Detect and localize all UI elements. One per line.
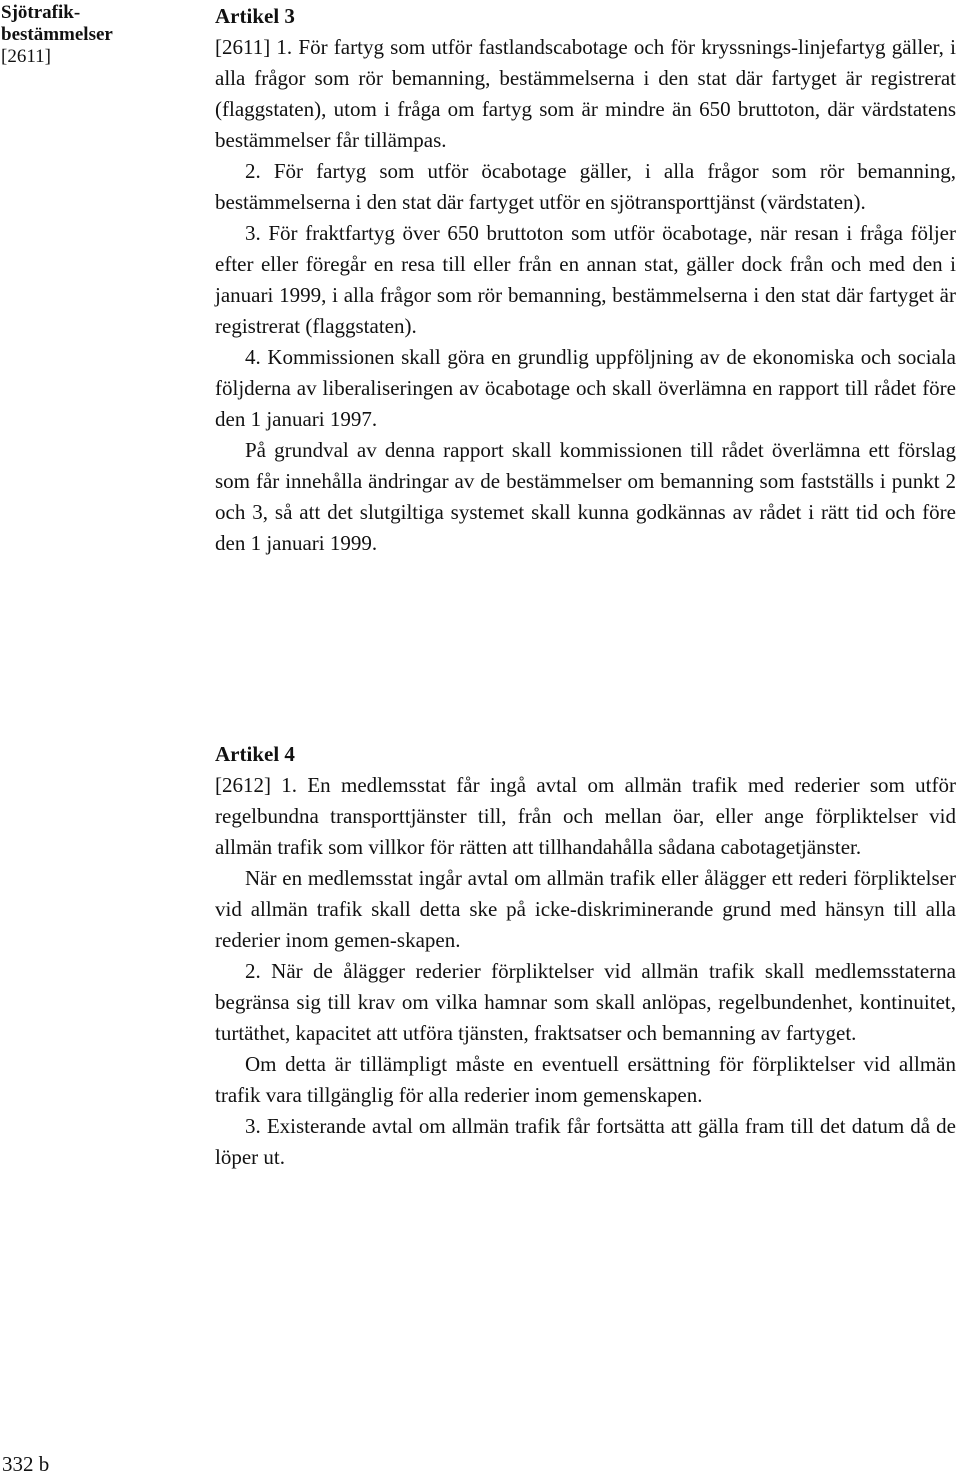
margin-note	[1, 2, 201, 68]
article-3	[215, 3, 956, 559]
article-4-heading: Artikel 4	[215, 742, 295, 766]
article-4-paragraph-2: När en medlemsstat ingår avtal om allmän trafik eller ålägger ett rederi förpliktelser vid allmän trafik skall detta ske på icke-diskriminerande grund med hänsyn till alla rederier inom gemen-skapen.	[215, 866, 956, 952]
margin-note-title-line1: Sjötrafik-	[1, 2, 81, 23]
article-4-paragraph-3: 2. När de ålägger rederier förpliktelser vid allmän trafik skall medlemsstaterna begränsa sig till krav om vilka hamnar som skall anlöpas, regelbundenhet, kontinuitet, turtäthet, kapacitet att utföra tjänsten, fraktsatser och bemanning av fartyget.	[215, 959, 956, 1045]
article-3-paragraph-2: 2. För fartyg som utför öcabotage gäller, i alla frågor som rör bemanning, bestämmelserna i den stat där fartyget utför en sjötransporttjänst (värdstaten).	[215, 159, 956, 214]
article-3-paragraph-1: [2611] 1. För fartyg som utför fastlandscabotage och för kryssnings-linjefartyg gäller, i alla frågor som rör bemanning, bestämmelserna i den stat där fartyget är registrerat (flaggstaten), utom i fråga om fartyg som är mindre än 650 bruttoton, där värdstatens bestämmelser får tillämpas.	[215, 35, 956, 152]
article-3-paragraph-4: 4. Kommissionen skall göra en grundlig uppföljning av de ekonomiska och sociala följderna av liberaliseringen av öcabotage och skall överlämna en rapport till rådet före den 1 januari 1997.	[215, 345, 956, 431]
article-3-paragraph-5: På grundval av denna rapport skall kommissionen till rådet överlämna ett förslag som får innehålla ändringar av de bestämmelser om bemanning som fastställs i punkt 2 och 3, så att det slutgiltiga systemet skall kunna godkännas av rådet i rätt tid och före den 1 januari 1999.	[215, 438, 956, 555]
article-3-heading: Artikel 3	[215, 4, 295, 28]
article-4-paragraph-4: Om detta är tillämpligt måste en eventuell ersättning för förpliktelser vid allmän trafik vara tillgänglig för alla rederier inom gemenskapen.	[215, 1052, 956, 1107]
article-3-paragraph-3: 3. För fraktfartyg över 650 bruttoton som utför öcabotage, när resan i fråga följer efter eller föregår en resa till eller från en annan stat, gäller dock från och med den i januari 1999, i alla frågor som rör bemanning, bestämmelserna i den stat där fartyget är registrerat (flaggstaten).	[215, 221, 956, 338]
page-number: 332 b	[2, 1452, 50, 1476]
article-4-paragraph-1: [2612] 1. En medlemsstat får ingå avtal om allmän trafik med rederier som utför regelbundna transporttjänster till, från och mellan öar, eller ange förpliktelser vid allmän trafik som villkor för rätten att tillhandahålla sådana cabotagetjänster.	[215, 773, 956, 859]
article-4	[215, 741, 956, 1173]
margin-note-ref: [2611]	[1, 46, 51, 67]
margin-note-title-line2: bestämmelser	[1, 24, 113, 45]
article-4-paragraph-5: 3. Existerande avtal om allmän trafik får fortsätta att gälla fram till det datum då de löper ut.	[215, 1114, 956, 1169]
